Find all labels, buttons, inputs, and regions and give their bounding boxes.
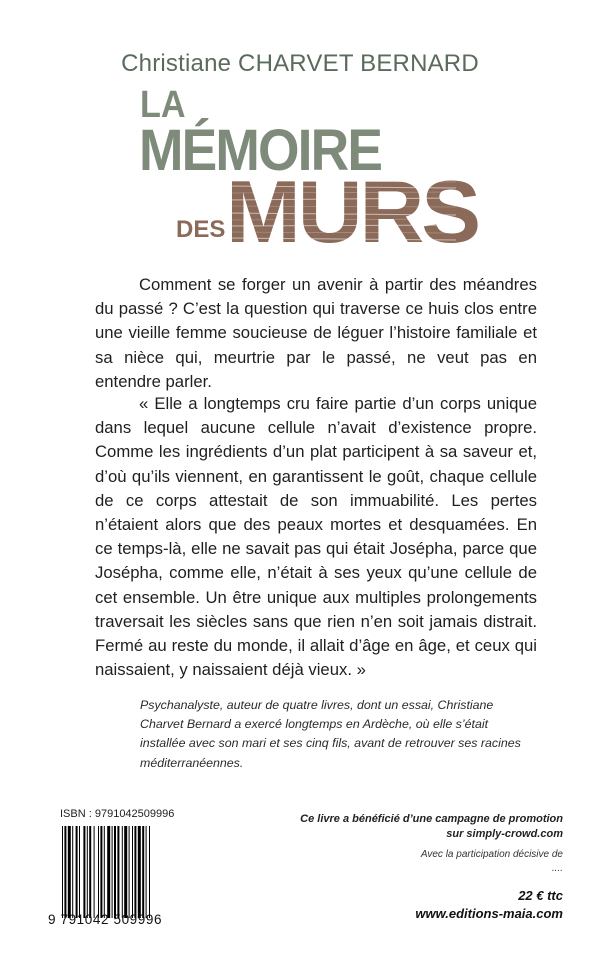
title-des: DES — [176, 216, 226, 243]
author-bio: Psychanalyste, auteur de quatre livres, dont un essai, Christiane Charvet Bernard a exercé longtemps en Ardèche, où elle s’était installée avec son mari et ses cinq fils, avant de retrouver ses racines méditerranéennes. — [140, 698, 521, 770]
barcode — [60, 826, 176, 918]
title-memoire: MÉMOIRE — [139, 118, 382, 183]
blurb-paragraph-2-text: « Elle a longtemps cru faire partie d’un corps unique dans lequel aucune cellule n’avait d’existence propre. Comme les ingrédients d’un plat participent à sa saveur et, d’où qu’ils viennent, en garantissent le goût, chaque cellule de ce corps attestait de son immuabilité. Les pertes n’étaient alors que des peaux mortes et desquamées. En ce temps-là, elle ne savait pas qui était Josépha, parce que Josépha, comme elle, n’était à ses yeux qu’une cellule de cet ensemble. Un être unique aux multiples prolongements traversait les siècles sans que rien n’en soit jamais distrait. Fermé au reste du monde, il allait d’âge en âge, et ceux qui naissaient, y naissaient déjà vieux. » — [95, 394, 537, 680]
isbn-label: ISBN : 9791042509996 — [60, 808, 175, 820]
blurb-paragraph-2 — [95, 392, 537, 682]
title-murs: MURS — [226, 162, 479, 261]
title-la: LA — [140, 84, 186, 126]
barcode-digits: 9 791042 509996 — [48, 912, 163, 927]
blurb-paragraph-1 — [95, 273, 537, 394]
promo-text — [300, 812, 563, 842]
blurb-paragraph-1-text: Comment se forger un avenir à partir des méandres du passé ? C’est la question qui traverse ce huis clos entre une vieille femme soucieuse de léguer l’histoire familiale et sa nièce qui, meurtrie par le passé, ne veut pas en entendre parler. — [95, 275, 537, 391]
price: 22 € ttc — [518, 888, 563, 903]
promo-line-2: sur simply-crowd.com — [446, 828, 563, 840]
participation-line: Avec la participation décisive de — [420, 849, 563, 860]
promo-line-1: Ce livre a bénéficié d’une campagne de promotion — [300, 813, 563, 825]
author-name: Christiane CHARVET BERNARD — [121, 50, 479, 77]
publisher-website: www.editions-maia.com — [415, 906, 563, 921]
participation-dots: .... — [551, 863, 563, 874]
participation-text — [421, 848, 563, 876]
